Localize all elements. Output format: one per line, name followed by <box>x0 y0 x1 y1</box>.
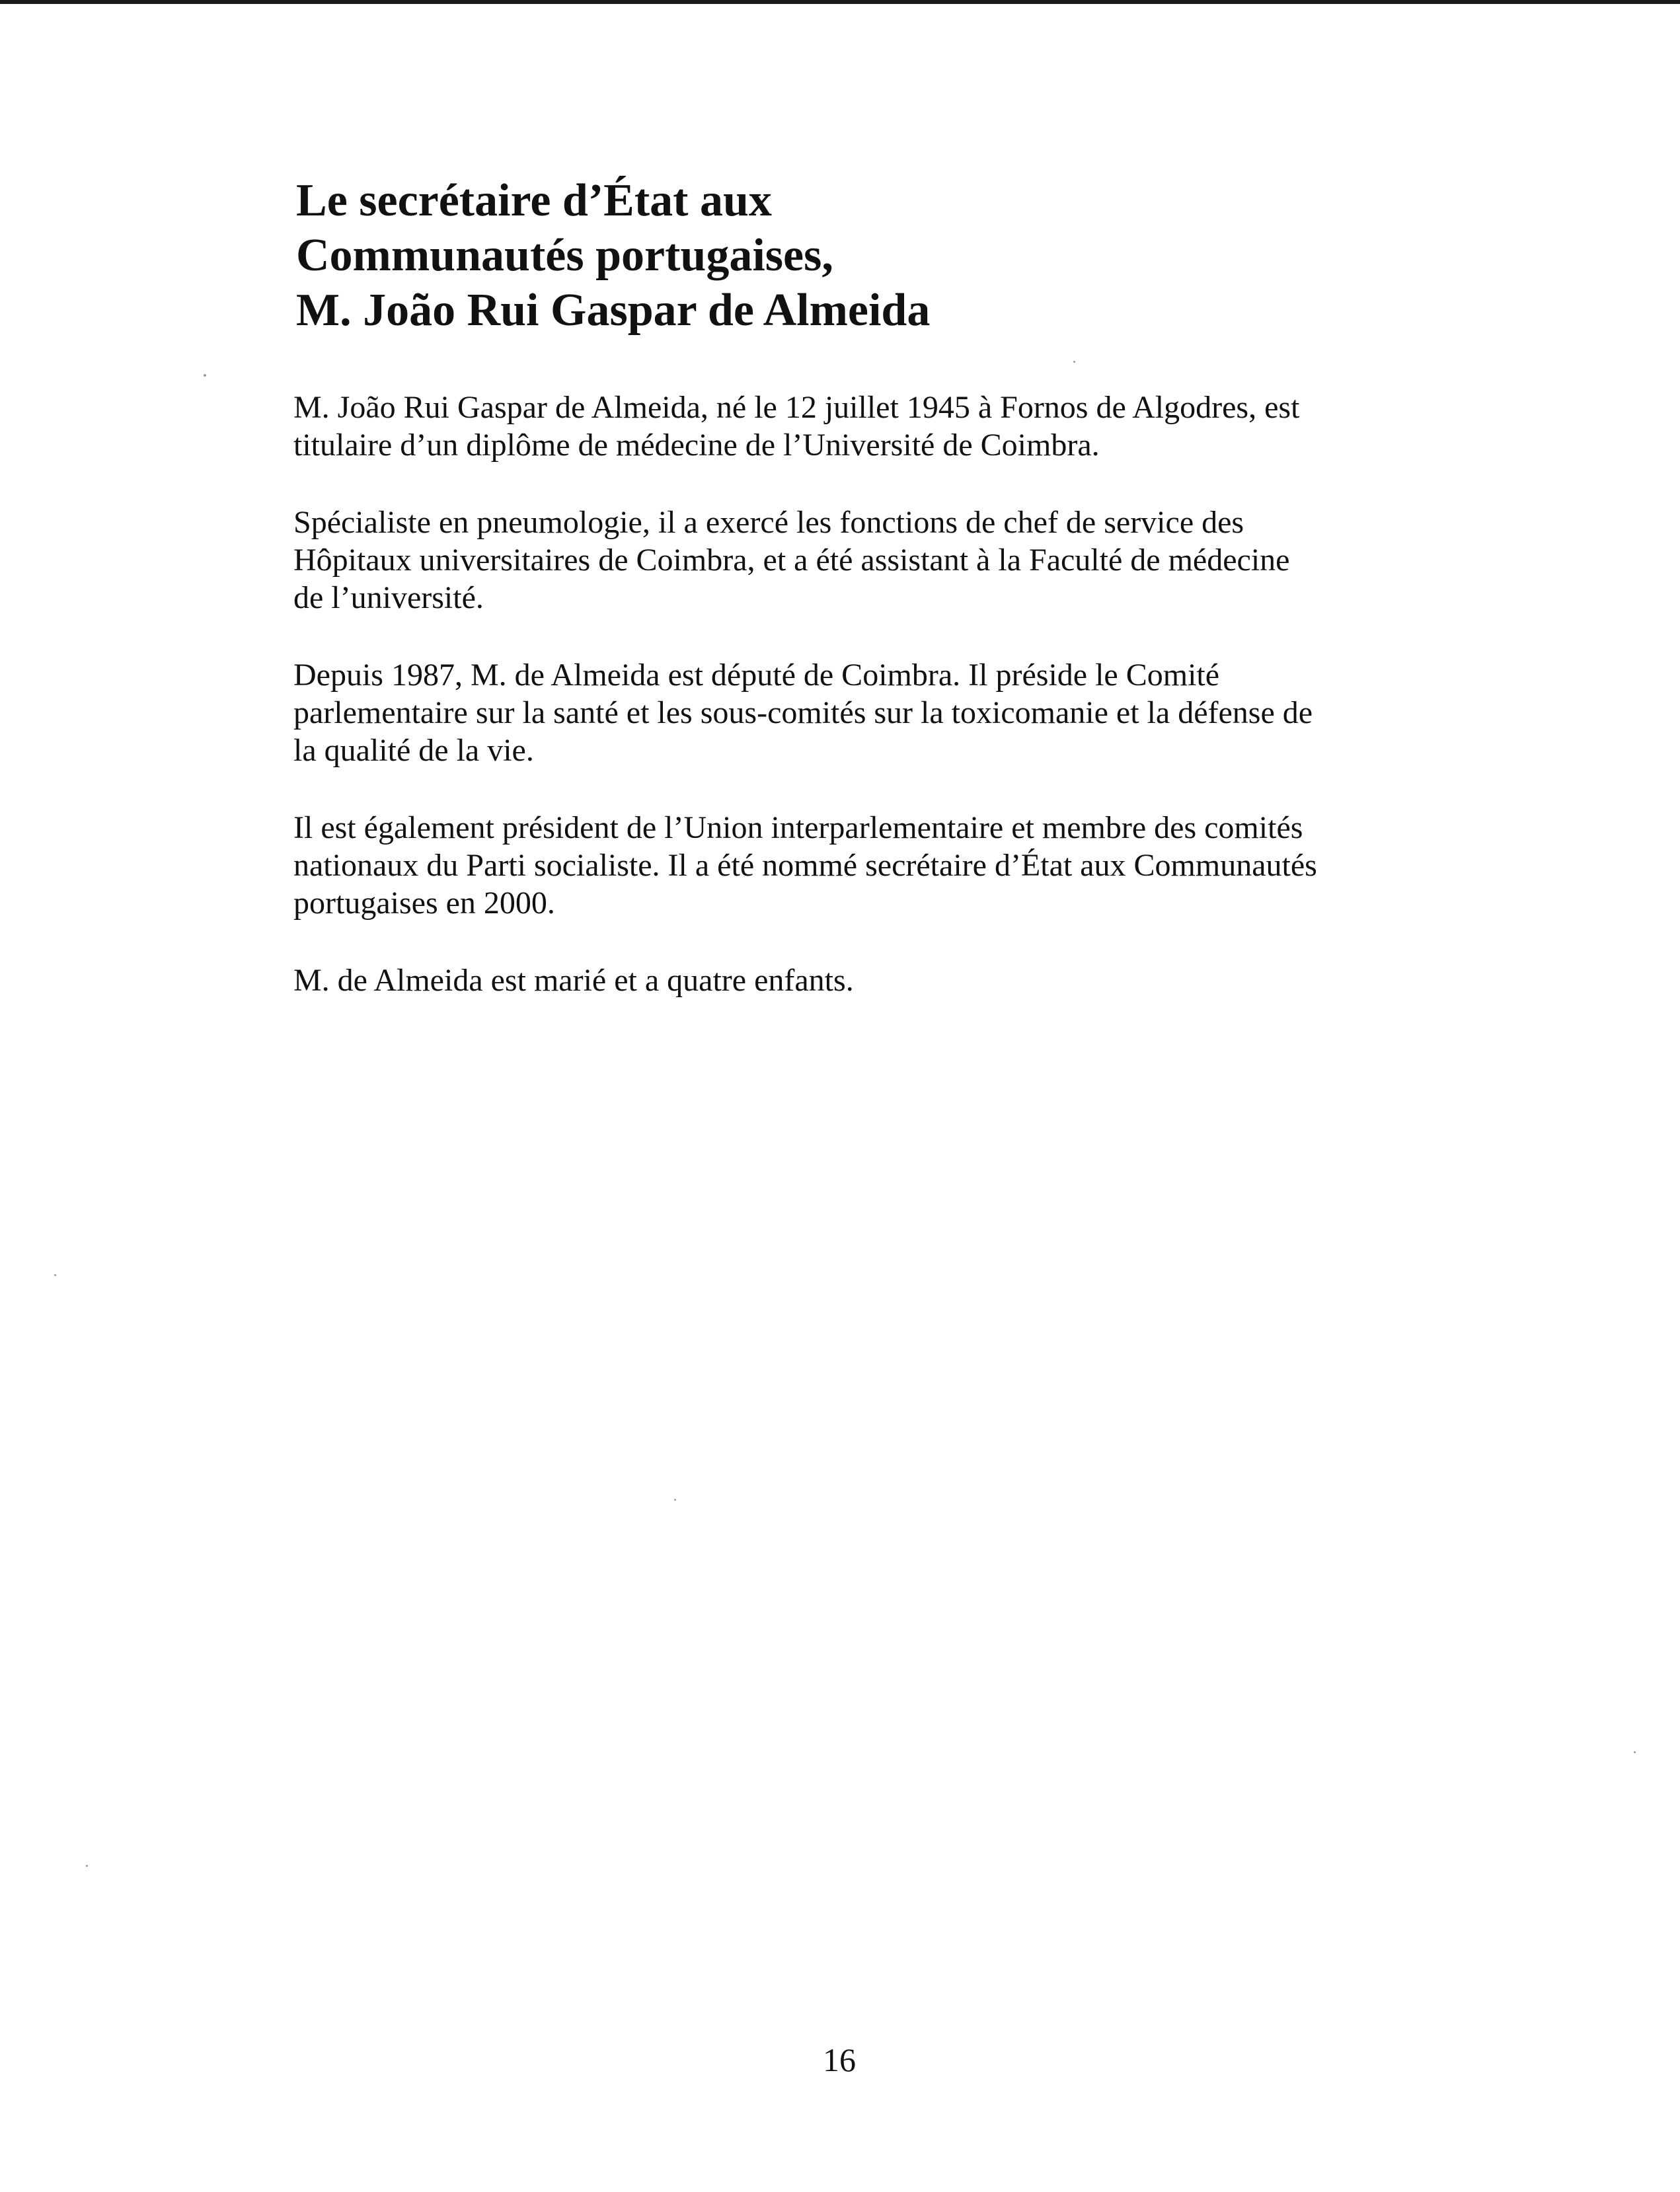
title-line: Communautés portugaises, <box>296 230 833 281</box>
text-line: Hôpitaux universitaires de Coimbra, et a été assistant à la Faculté de médecine <box>293 543 1290 578</box>
biography-body <box>293 389 1443 1039</box>
scan-speck <box>54 1274 56 1276</box>
scan-speck <box>674 1499 676 1501</box>
text-line: nationaux du Parti socialiste. Il a été nommé secrétaire d’État aux Communautés <box>293 848 1317 883</box>
scan-speck <box>1634 1751 1636 1753</box>
text-line: la qualité de la vie. <box>293 733 534 768</box>
text-line: Spécialiste en pneumologie, il a exercé les fonctions de chef de service des <box>293 505 1244 540</box>
title-line: M. João Rui Gaspar de Almeida <box>296 285 931 336</box>
text-line: M. João Rui Gaspar de Almeida, né le 12 juillet 1945 à Fornos de Algodres, est <box>293 390 1300 425</box>
page-title <box>296 173 1420 338</box>
text-line: portugaises en 2000. <box>293 886 555 921</box>
title-line: Le secrétaire d’État aux <box>296 175 772 226</box>
paragraph-education <box>293 389 1443 464</box>
scan-speck <box>1073 361 1075 363</box>
text-line: de l’université. <box>293 580 484 615</box>
page-number: 16 <box>823 2041 856 2078</box>
paragraph-family <box>293 962 1443 999</box>
paragraph-parliament <box>293 656 1443 769</box>
scan-speck <box>86 1865 88 1867</box>
text-line: M. de Almeida est marié et a quatre enfants. <box>293 963 854 998</box>
paragraph-career <box>293 504 1443 617</box>
scan-speck <box>204 374 206 377</box>
paragraph-appointments <box>293 809 1443 922</box>
text-line: titulaire d’un diplôme de médecine de l’Université de Coimbra. <box>293 428 1100 463</box>
text-line: parlementaire sur la santé et les sous-comités sur la toxicomanie et la défense de <box>293 695 1313 730</box>
text-line: Depuis 1987, M. de Almeida est député de Coimbra. Il préside le Comité <box>293 658 1220 693</box>
scan-top-border <box>0 0 1680 4</box>
text-line: Il est également président de l’Union interparlementaire et membre des comités <box>293 810 1303 845</box>
